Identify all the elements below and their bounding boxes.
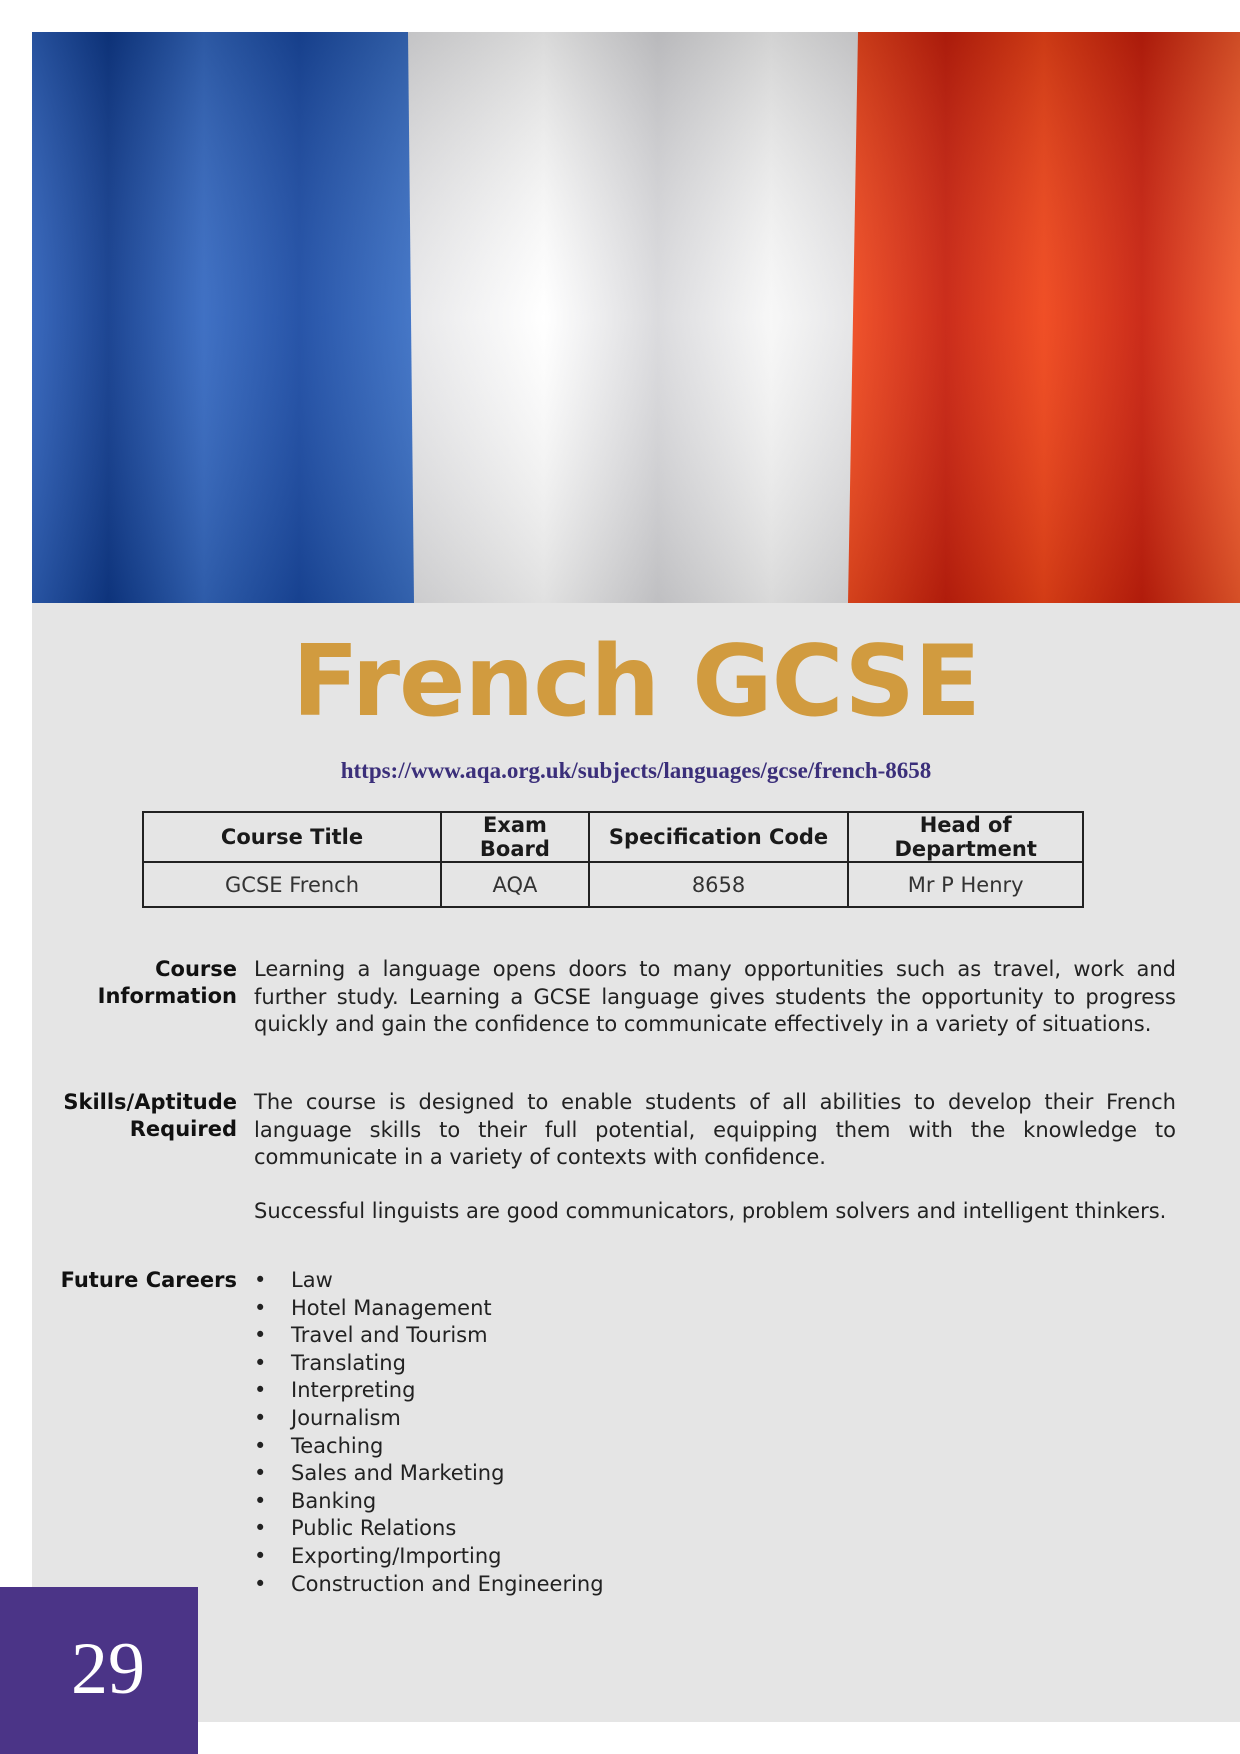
french-flag-image [32,32,1240,603]
header-spec-code: Specification Code [589,812,849,862]
list-item [254,1405,604,1433]
list-item [254,1322,604,1350]
career-banking: Banking [291,1488,377,1513]
cell-exam-board: AQA [441,862,589,907]
career-hotel-management: Hotel Management [291,1295,492,1320]
skills-text: The course is designed to enable students of all abilities to develop their French language skills to their full potential, equipping them with the knowledge to communicate in a variety of contexts with confidence. [254,1090,1176,1169]
bullet-icon: • [254,1571,267,1596]
flag-shading [32,32,1240,603]
cell-course-title: GCSE French [143,862,441,907]
course-info-text: Learning a language opens doors to many opportunities such as travel, work and further study. Learning a GCSE language gives students the opportunity to progress quickly and gain the confidence to communicate effectively in a variety of situations. [254,957,1176,1036]
bullet-icon: • [254,1350,267,1375]
skills-label-line2: Required [129,1117,237,1141]
table-header-row [143,812,1083,862]
skills-label [17,1089,237,1143]
list-item [254,1433,604,1461]
course-info-label [17,956,237,1010]
career-construction-engineering: Construction and Engineering [291,1571,604,1596]
bullet-icon: • [254,1461,267,1486]
list-item [254,1571,604,1599]
career-journalism: Journalism [291,1405,401,1430]
bullet-icon: • [254,1268,267,1292]
bullet-icon: • [254,1295,267,1320]
header-head-of-dept: Head of Department [848,812,1083,862]
skills-text-2: Successful linguists are good communicators, problem solvers and intelligent thinkers. [254,1199,1167,1223]
page-number: 29 [71,1628,145,1710]
career-interpreting: Interpreting [291,1378,416,1403]
header-course-title: Course Title [143,812,441,862]
bullet-icon: • [254,1433,267,1458]
header-exam-board: Exam Board [441,812,589,862]
bullet-icon: • [254,1488,267,1513]
list-item [254,1267,604,1295]
career-sales-marketing: Sales and Marketing [291,1461,505,1486]
career-travel-tourism: Travel and Tourism [291,1323,488,1348]
bullet-icon: • [254,1543,267,1568]
cell-head-of-dept: Mr P Henry [848,862,1083,907]
bullet-icon: • [254,1378,267,1403]
career-law: Law [291,1268,333,1292]
spec-link[interactable]: https://www.aqa.org.uk/subjects/languages/gcse/french-8658 [340,758,932,783]
list-item [254,1350,604,1378]
bullet-icon: • [254,1323,267,1348]
bullet-icon: • [254,1405,267,1430]
cell-spec-code: 8658 [589,862,849,907]
course-info-label-line1: Course [155,957,237,981]
career-teaching: Teaching [291,1433,384,1458]
course-info-label-line2: Information [97,984,237,1008]
list-item [254,1515,604,1543]
list-item [254,1377,604,1405]
career-exporting-importing: Exporting/Importing [291,1543,502,1568]
course-table [142,811,1084,908]
careers-list [254,1267,604,1598]
bullet-icon: • [254,1516,267,1541]
list-item [254,1543,604,1571]
list-item [254,1488,604,1516]
flag-graphic [32,32,1240,603]
list-item [254,1295,604,1323]
page-title: French GCSE [292,625,980,739]
list-item [254,1460,604,1488]
table-row [143,862,1083,907]
skills-label-line1: Skills/Aptitude [63,1090,237,1114]
career-translating: Translating [291,1350,406,1375]
careers-label: Future Careers [60,1268,237,1292]
career-public-relations: Public Relations [291,1516,457,1541]
